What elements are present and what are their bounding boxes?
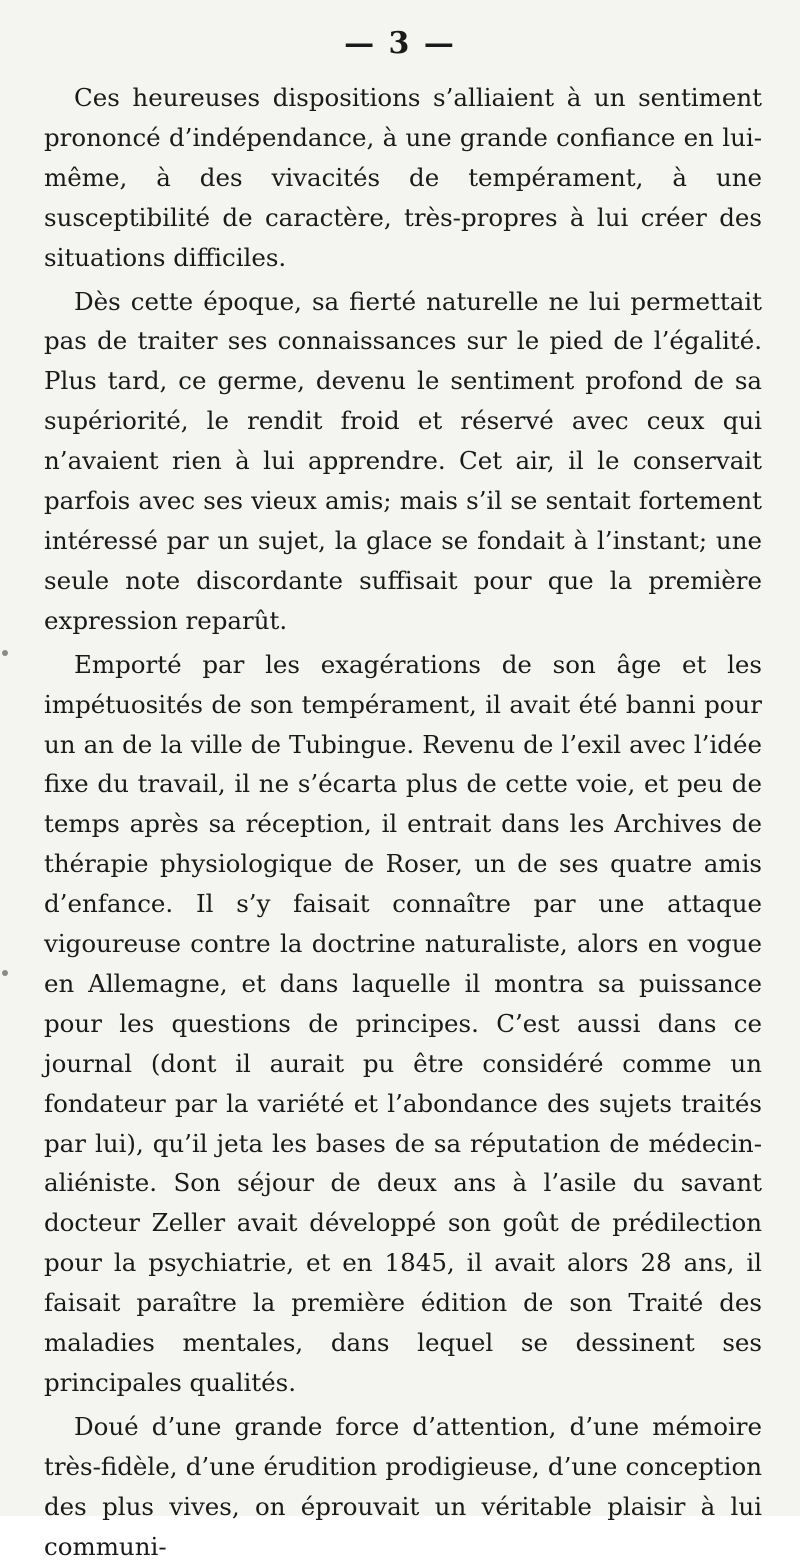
paragraph-2: Dès cette époque, sa fierté naturelle ne lui permettait pas de traiter ses connaissances sur le pied de l’égalité. Plus tard, ce germe, devenu le sentiment profond de sa supériorité, le rendit froid et réservé avec ceux qui n’avaient rien à lui apprendre. Cet air, il le conservait parfois avec ses vieux amis; mais s’il se sentait fortement intéressé par un sujet, la glace se fondait à l’instant; une seule note discordante suffisait pour que la première expression reparût.	[44, 286, 762, 635]
page-number: — 3 —	[344, 26, 456, 61]
margin-speck	[2, 970, 8, 976]
body-text	[44, 78, 762, 1567]
paragraph-1: Ces heureuses dispositions s’alliaient à un sentiment prononcé d’indépendance, à une grande confiance en lui-même, à des vivacités de tempérament, à une susceptibilité de caractère, très-propres à lui créer des situations difficiles.	[44, 83, 762, 272]
paragraph-3: Emporté par les exagérations de son âge et les impétuosités de son tempérament, il avait été banni pour un an de la ville de Tubingue. Revenu de l’exil avec l’idée fixe du travail, il ne s’écarta plus de cette voie, et peu de temps après sa réception, il entrait dans les Archives de thérapie physiologique de Roser, un de ses quatre amis d’enfance. Il s’y faisait connaître par une attaque vigoureuse contre la doctrine naturaliste, alors en vogue en Allemagne, et dans laquelle il montra sa puissance pour les questions de principes. C’est aussi dans ce journal (dont il aurait pu être considéré comme un fondateur par la variété et l’abondance des sujets traités par lui), qu’il jeta les bases de sa réputation de médecin-aliéniste. Son séjour de deux ans à l’asile du savant docteur Zeller avait développé son goût de prédilection pour la psychiatrie, et en 1845, il avait alors 28 ans, il faisait paraître la première édition de son Traité des maladies mentales, dans lequel se dessinent ses principales qualités.	[44, 649, 762, 1397]
paragraph-4: Doué d’une grande force d’attention, d’une mémoire très-fidèle, d’une érudition prodigieuse, d’une conception des plus vives, on éprouvait un véritable plaisir à lui communi-	[44, 1411, 762, 1561]
margin-speck	[2, 650, 8, 656]
